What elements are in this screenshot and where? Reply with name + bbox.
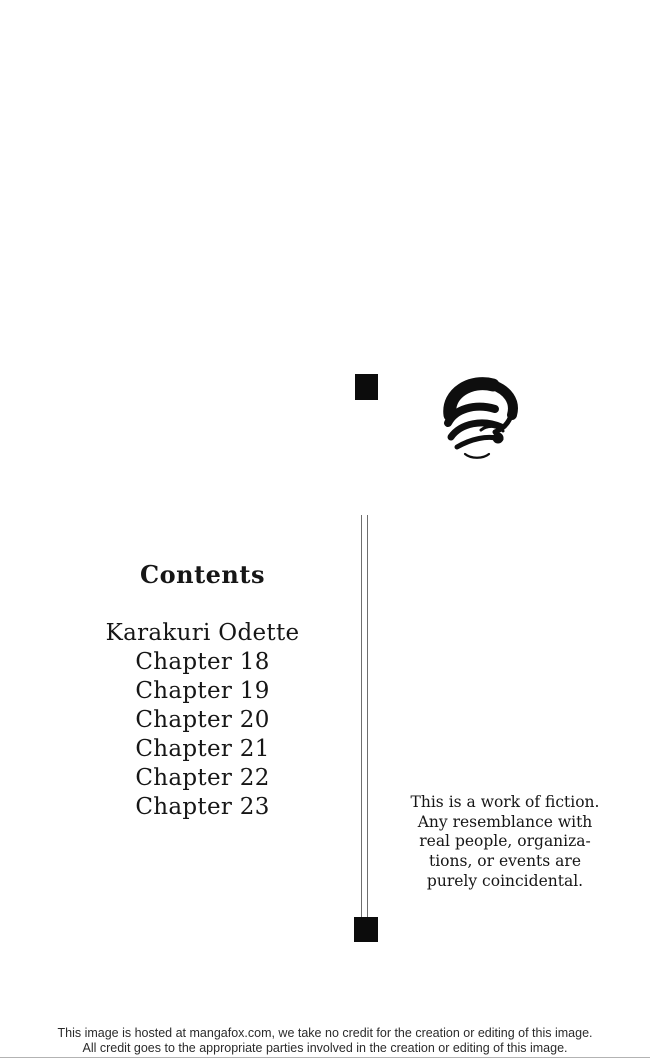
bottom-black-square (354, 917, 378, 942)
bottom-edge-rule (0, 1057, 650, 1058)
swirl-hair-face-logo-icon (441, 375, 525, 465)
footer-line: This image is hosted at mangafox.com, we take no credit for the creation or editing of this image. (57, 1026, 593, 1040)
toc-chapter-23: Chapter 23 (135, 794, 270, 820)
disclaimer-line: This is a work of fiction. (410, 793, 600, 811)
contents-block (40, 560, 365, 822)
fiction-disclaimer (403, 793, 607, 892)
disclaimer-line: purely coincidental. (426, 871, 584, 890)
disclaimer-line: Any resemblance with (417, 812, 593, 831)
toc-chapter-18: Chapter 18 (135, 649, 270, 675)
toc-chapter-19: Chapter 19 (135, 678, 270, 704)
disclaimer-line: tions, or events are (429, 852, 581, 871)
toc-chapter-20: Chapter 20 (135, 707, 270, 733)
toc-chapter-21: Chapter 21 (135, 736, 270, 762)
hosting-credit-footer (0, 1026, 650, 1055)
contents-heading: Contents (140, 560, 265, 589)
footer-line: All credit goes to the appropriate parties involved in the creation or editing of this image. (82, 1040, 568, 1055)
disclaimer-line: real people, organiza- (419, 832, 591, 851)
series-title: Karakuri Odette (105, 620, 300, 646)
toc-chapter-22: Chapter 22 (135, 765, 270, 791)
top-black-square (355, 374, 378, 400)
